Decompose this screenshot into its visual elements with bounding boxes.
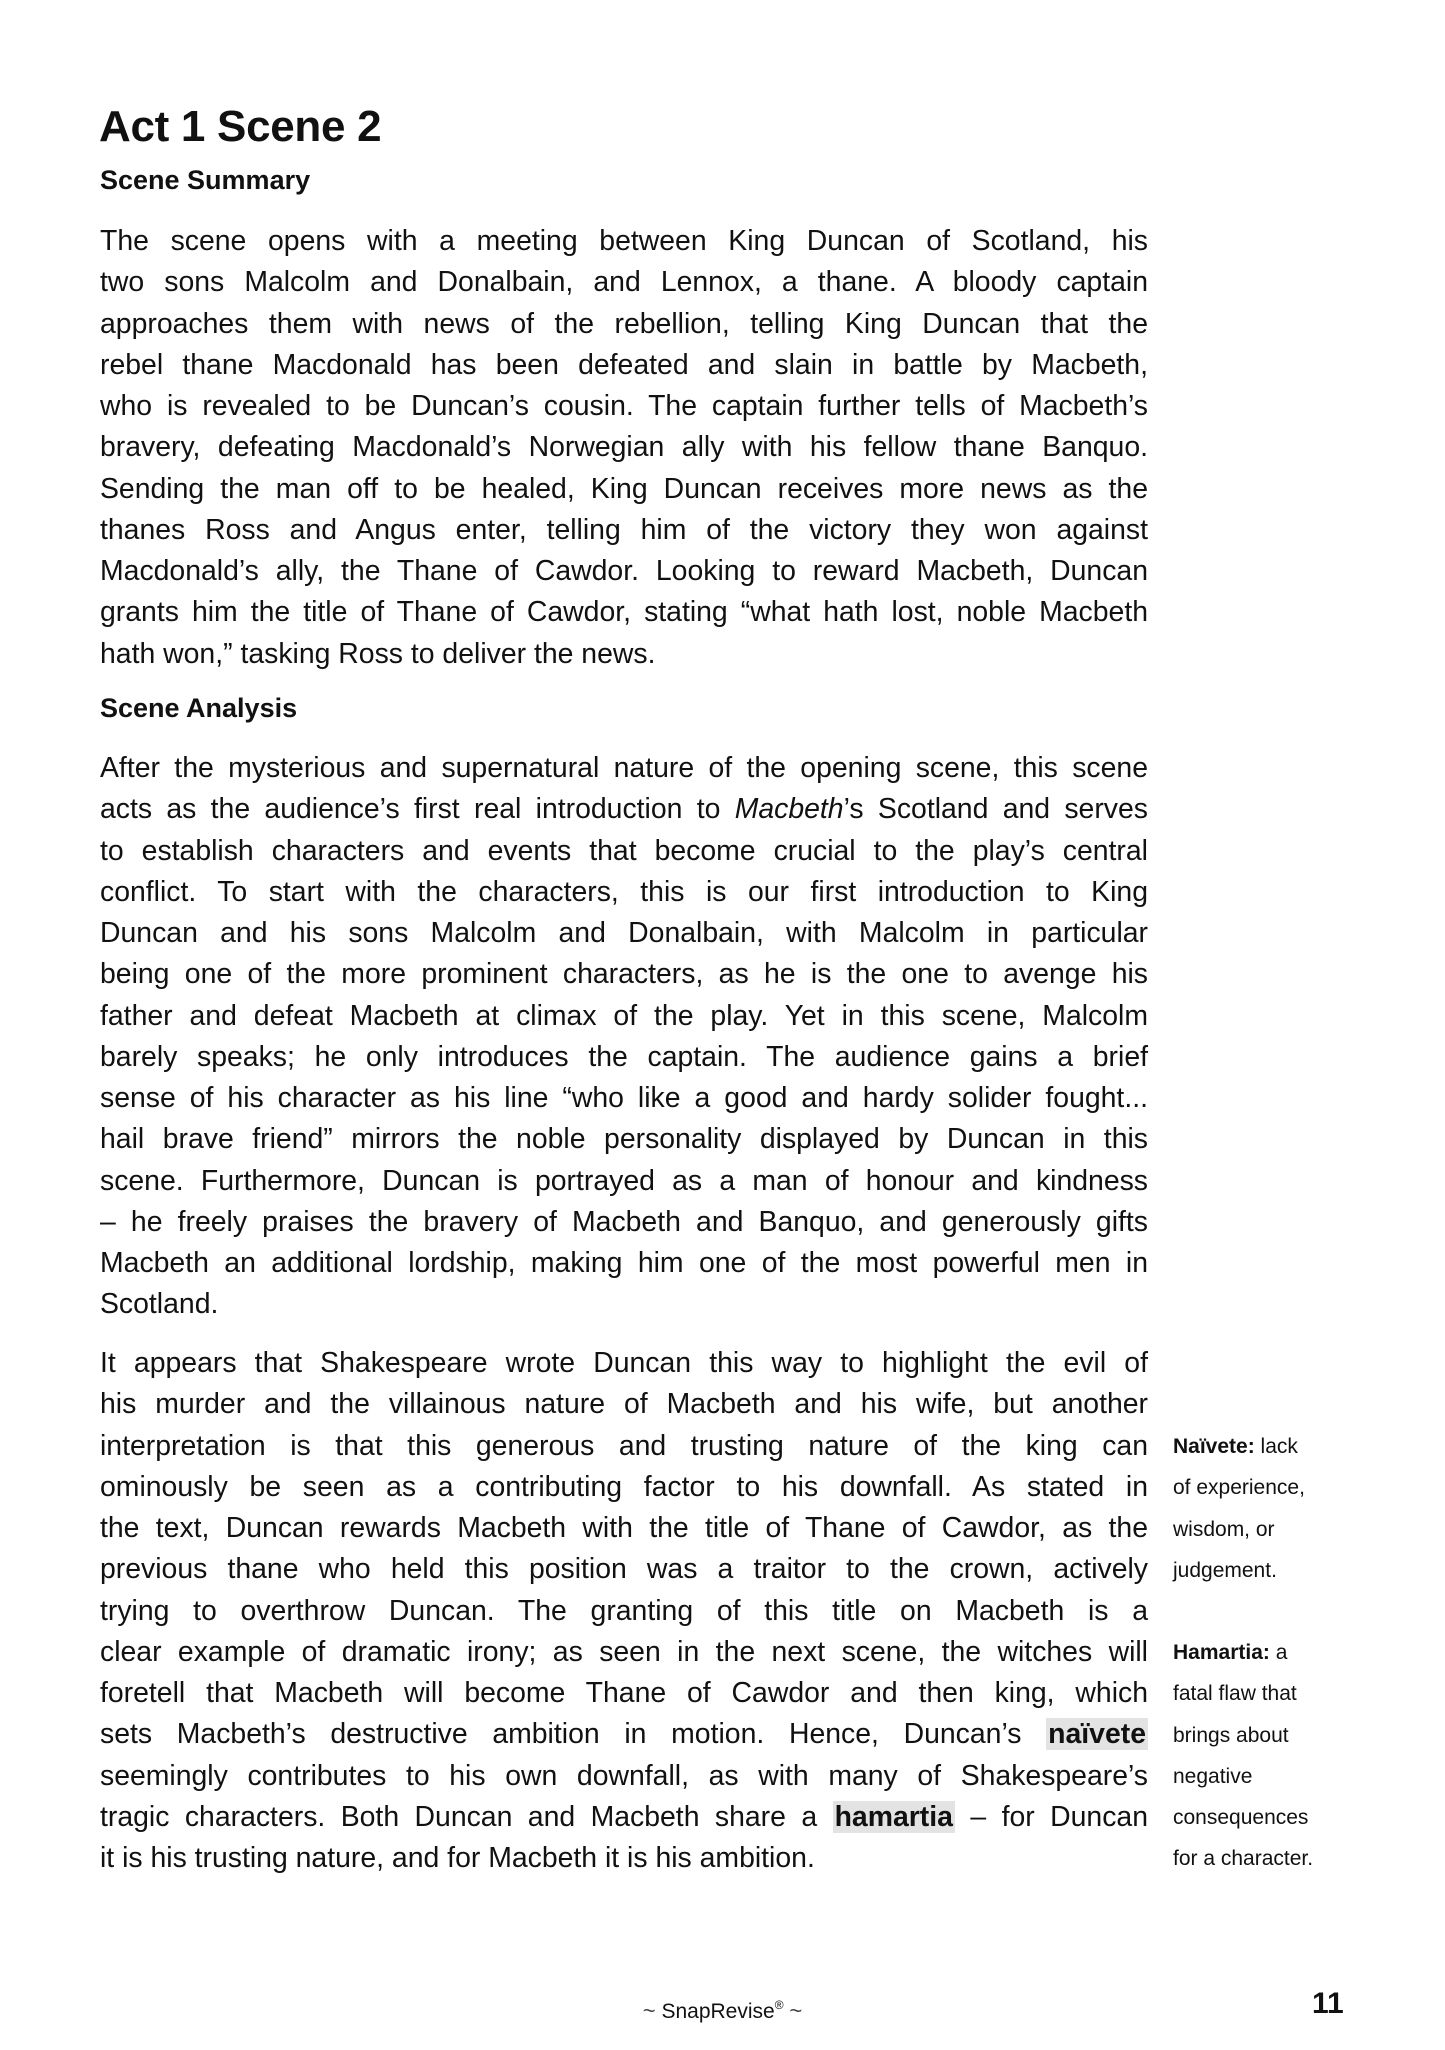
- text-line: his murder and the villainous nature of Macbeth and his wife, but another: [100, 1388, 1148, 1421]
- glossary-definition: a: [1269, 1641, 1288, 1664]
- note-line: judgement.: [1173, 1558, 1277, 1582]
- text-line: clear example of dramatic irony; as seen in the next scene, the witches will: [100, 1635, 1148, 1668]
- note-line: fatal flaw that: [1173, 1682, 1297, 1706]
- text-line: [100, 1797, 1148, 1838]
- text-line: Macdonald’s ally, the Thane of Cawdor. Looking to reward Macbeth, Duncan: [100, 555, 1148, 587]
- text-line: the text, Duncan rewards Macbeth with the title of Thane of Cawdor, as the: [100, 1512, 1148, 1544]
- note-line: [1173, 1426, 1373, 1467]
- scene-summary-heading: Scene Summary: [100, 165, 311, 195]
- highlighted-term-naivete: naïvete: [1048, 1718, 1146, 1751]
- text-line: two sons Malcolm and Donalbain, and Lennox, a thane. A bloody captain: [100, 266, 1148, 299]
- text-line: father and defeat Macbeth at climax of the play. Yet in this scene, Malcolm: [100, 999, 1148, 1032]
- page-number: 11: [1312, 1987, 1344, 2020]
- glossary-term: Hamartia:: [1173, 1641, 1270, 1664]
- play-title-italic: Macbeth: [734, 793, 844, 826]
- text-line: sense of his character as his line “who like a good and hardy solider fought...: [100, 1082, 1148, 1114]
- text-line: being one of the more prominent characters, as he is the one to avenge his: [100, 958, 1148, 991]
- scene-summary-paragraph: [100, 221, 1148, 675]
- highlighted-term-hamartia: hamartia: [834, 1800, 953, 1833]
- note-line: for a character.: [1173, 1847, 1314, 1871]
- text-span: – for Duncan: [954, 1800, 1148, 1833]
- note-line: of experience,: [1173, 1476, 1305, 1500]
- text-line: scene. Furthermore, Duncan is portrayed as a man of honour and kindness: [100, 1164, 1148, 1197]
- text-line: conflict. To start with the characters, this is our first introduction to King: [100, 875, 1148, 908]
- glossary-definition: lack: [1254, 1435, 1298, 1458]
- footer-brand: [0, 1992, 1445, 2025]
- registered-mark: ®: [774, 1998, 784, 2012]
- text-line: grants him the title of Thane of Cawdor, stating “what hath lost, noble Macbeth: [100, 596, 1148, 629]
- text-line: The scene opens with a meeting between King Duncan of Scotland, his: [100, 225, 1148, 257]
- note-line: brings about: [1173, 1723, 1289, 1747]
- text-line: trying to overthrow Duncan. The granting of this title on Macbeth is a: [100, 1594, 1148, 1627]
- scene-analysis-paragraph-2: [100, 1343, 1148, 1879]
- glossary-term: Naïvete:: [1173, 1435, 1255, 1458]
- glossary-note-naivete: [1173, 1426, 1373, 1591]
- text-line: thanes Ross and Angus enter, telling him of the victory they won against: [100, 513, 1148, 546]
- text-span: sets Macbeth’s destructive ambition in motion. Hence, Duncan’s: [100, 1718, 1047, 1751]
- text-line: rebel thane Macdonald has been defeated and slain in battle by Macbeth,: [100, 348, 1148, 381]
- brand-name: SnapRevise: [661, 2000, 775, 2023]
- text-line: Duncan and his sons Malcolm and Donalbain, with Malcolm in particular: [100, 917, 1148, 949]
- scene-analysis-heading: Scene Analysis: [100, 693, 298, 723]
- note-line: [1173, 1632, 1373, 1673]
- text-line: Macbeth an additional lordship, making him one of the most powerful men in: [100, 1247, 1148, 1279]
- text-line: previous thane who held this position was a traitor to the crown, actively: [100, 1553, 1148, 1586]
- text-line: – he freely praises the bravery of Macbeth and Banquo, and generously gifts: [100, 1205, 1148, 1238]
- text-line: It appears that Shakespeare wrote Duncan this way to highlight the evil of: [100, 1347, 1148, 1379]
- text-line: bravery, defeating Macdonald’s Norwegian ally with his fellow thane Banquo.: [100, 431, 1148, 464]
- note-line: consequences: [1173, 1806, 1309, 1829]
- text-line: After the mysterious and supernatural nature of the opening scene, this scene: [100, 752, 1148, 784]
- text-line: approaches them with news of the rebellion, telling King Duncan that the: [100, 307, 1148, 340]
- text-line: [100, 1714, 1148, 1755]
- text-line: [100, 789, 1148, 830]
- text-span: acts as the audience’s first real introduction to: [100, 793, 735, 826]
- text-line: Scotland.: [100, 1288, 219, 1321]
- text-line: to establish characters and events that become crucial to the play’s central: [100, 834, 1148, 867]
- tilde-left: ~: [642, 1998, 656, 2023]
- text-line: ominously be seen as a contributing factor to his downfall. As stated in: [100, 1470, 1148, 1503]
- text-span: tragic characters. Both Duncan and Macbeth share a: [100, 1800, 833, 1833]
- note-line: wisdom, or: [1173, 1517, 1275, 1541]
- text-line: who is revealed to be Duncan’s cousin. The captain further tells of Macbeth’s: [100, 390, 1148, 422]
- text-span: ’s Scotland and serves: [843, 793, 1148, 826]
- text-line: interpretation is that this generous and trusting nature of the king can: [100, 1429, 1148, 1462]
- text-line: hath won,” tasking Ross to deliver the news.: [100, 637, 656, 670]
- text-line: barely speaks; he only introduces the captain. The audience gains a brief: [100, 1040, 1148, 1073]
- text-line: hail brave friend” mirrors the noble personality displayed by Duncan in this: [100, 1123, 1148, 1156]
- text-line: Sending the man off to be healed, King Duncan receives more news as the: [100, 472, 1148, 505]
- scene-analysis-paragraph-1: [100, 748, 1148, 1326]
- page-title: Act 1 Scene 2: [99, 102, 382, 151]
- text-line: foretell that Macbeth will become Thane of Cawdor and then king, which: [100, 1677, 1148, 1709]
- text-line: seemingly contributes to his own downfall, as with many of Shakespeare’s: [100, 1759, 1148, 1792]
- glossary-note-hamartia: [1173, 1632, 1373, 1880]
- tilde-right: ~: [789, 1998, 803, 2023]
- text-line: it is his trusting nature, and for Macbeth it is his ambition.: [100, 1842, 815, 1874]
- note-line: negative: [1173, 1764, 1253, 1788]
